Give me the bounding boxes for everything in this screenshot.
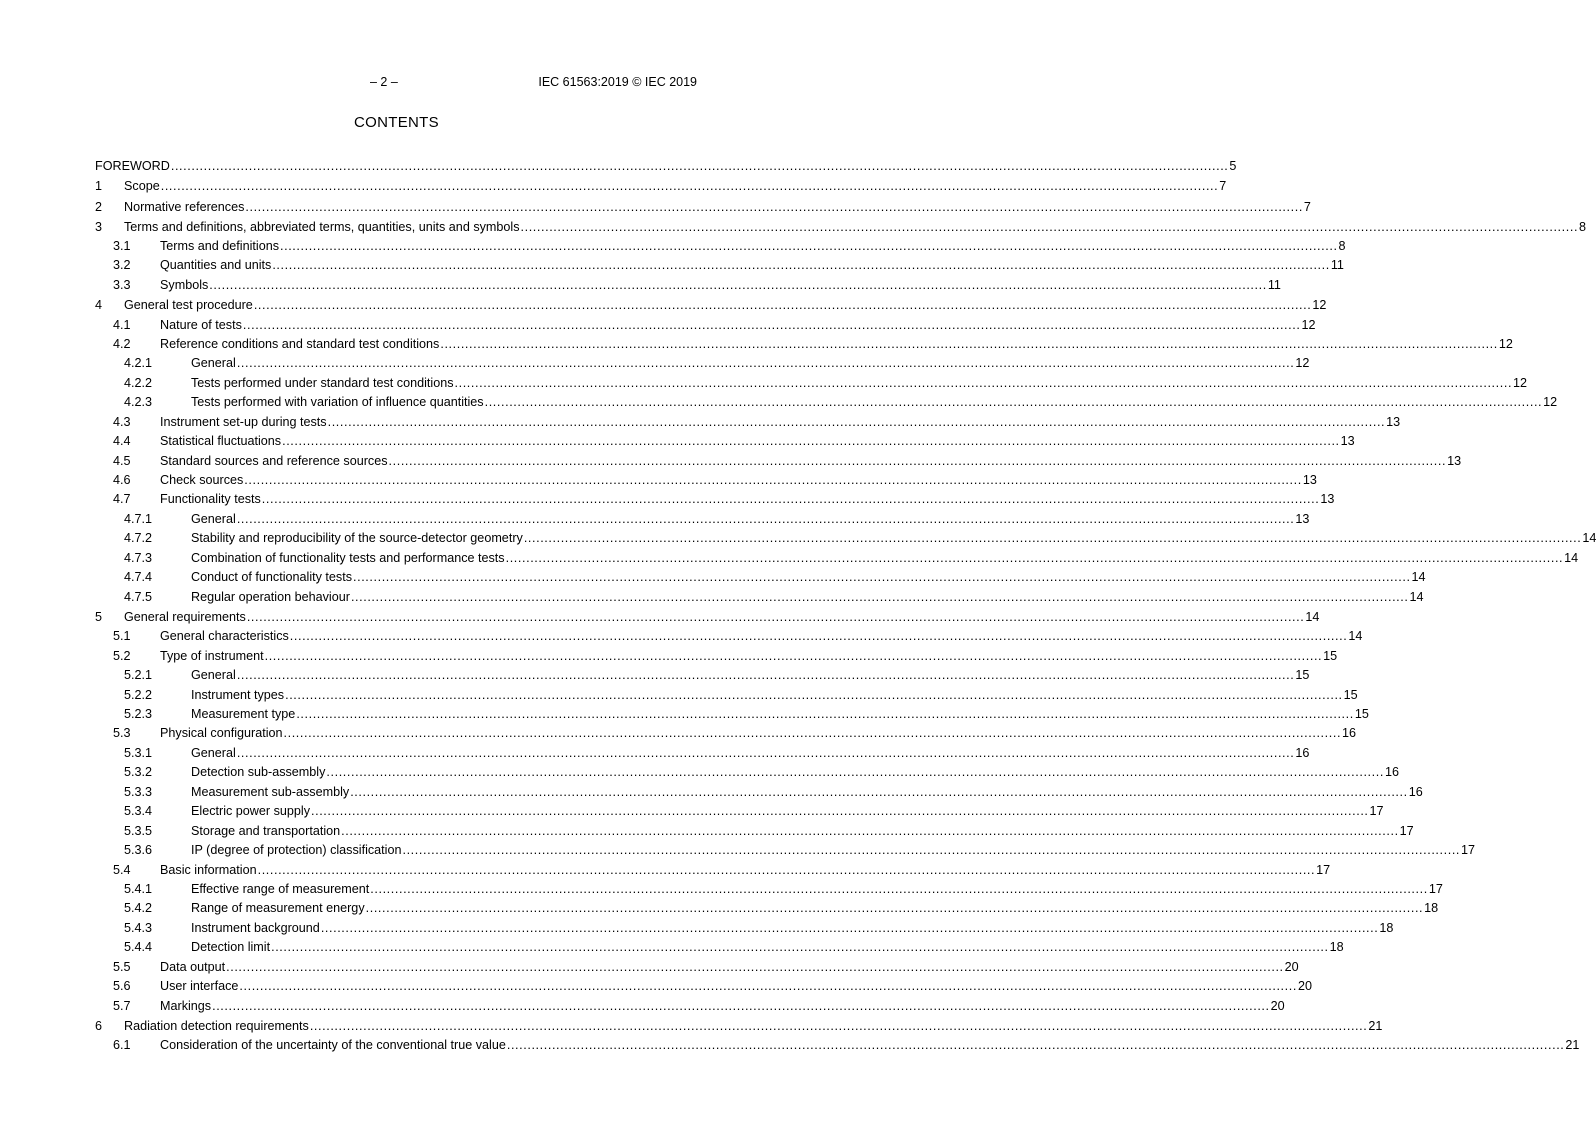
toc-entry-title: Terms and definitions, abbreviated terms, quantities, units and symbols bbox=[124, 219, 520, 234]
toc-entry-number: 4.3 bbox=[113, 414, 131, 429]
toc-entry-title: FOREWORD bbox=[95, 159, 170, 173]
toc-entry[interactable] bbox=[95, 237, 1346, 256]
toc-dot-leader bbox=[244, 471, 1302, 490]
toc-entry[interactable] bbox=[95, 977, 1312, 996]
toc-entry-number: 5.3.1 bbox=[124, 745, 153, 760]
toc-entry-title: Regular operation behaviour bbox=[191, 589, 350, 604]
toc-entry[interactable] bbox=[95, 1036, 1580, 1055]
toc-entry-title: Effective range of measurement bbox=[191, 881, 370, 896]
toc-entry[interactable] bbox=[95, 686, 1358, 705]
toc-dot-leader bbox=[350, 783, 1408, 802]
toc-dot-leader bbox=[280, 237, 1338, 256]
toc-entry-page: 20 bbox=[1270, 998, 1285, 1013]
toc-entry[interactable] bbox=[95, 256, 1344, 275]
toc-entry-number: 5.3.5 bbox=[124, 823, 153, 838]
toc-entry-page: 12 bbox=[1543, 395, 1558, 410]
toc-entry-number: 4 bbox=[95, 298, 103, 313]
toc-entry-page: 11 bbox=[1267, 277, 1281, 292]
toc-entry[interactable] bbox=[95, 880, 1443, 899]
toc-entry[interactable] bbox=[95, 958, 1299, 977]
toc-entry-number: 5.4.1 bbox=[124, 881, 153, 896]
toc-entry-number: 5.4.3 bbox=[124, 920, 153, 935]
toc-dot-leader bbox=[271, 938, 1329, 957]
toc-entry-page: 7 bbox=[1219, 179, 1227, 194]
toc-entry[interactable] bbox=[95, 919, 1394, 938]
toc-entry[interactable] bbox=[95, 157, 1237, 176]
toc-entry-title: Measurement type bbox=[191, 707, 296, 721]
toc-entry-page: 20 bbox=[1284, 959, 1299, 974]
toc-entry-number: 5.7 bbox=[113, 998, 131, 1013]
toc-entry-title: Normative references bbox=[124, 199, 245, 214]
toc-entry-title: Statistical fluctuations bbox=[160, 434, 282, 449]
toc-entry-number: 4.7.3 bbox=[124, 550, 153, 565]
toc-entry-page: 21 bbox=[1565, 1038, 1580, 1053]
toc-dot-leader bbox=[341, 822, 1399, 841]
toc-entry-number: 4.2 bbox=[113, 336, 131, 351]
toc-entry-page: 12 bbox=[1312, 298, 1327, 313]
toc-dot-leader bbox=[245, 197, 1303, 217]
toc-entry-title: Instrument set-up during tests bbox=[160, 414, 327, 429]
toc-entry-title: Physical configuration bbox=[160, 726, 283, 741]
toc-entry[interactable] bbox=[95, 588, 1424, 607]
toc-entry-title: Markings bbox=[160, 998, 212, 1013]
toc-entry[interactable] bbox=[95, 335, 1513, 354]
toc-entry-page: 14 bbox=[1582, 531, 1596, 546]
toc-dot-leader bbox=[237, 744, 1295, 763]
toc-entry-title: Symbols bbox=[160, 277, 209, 292]
toc-entry[interactable] bbox=[95, 452, 1462, 471]
toc-entry-number: 5.5 bbox=[113, 959, 131, 974]
toc-entry-page: 13 bbox=[1340, 434, 1355, 449]
toc-dot-leader bbox=[351, 588, 1409, 607]
toc-entry-title: Stability and reproducibility of the source-detector geometry bbox=[191, 531, 523, 546]
toc-dot-leader bbox=[237, 354, 1295, 373]
toc-entry-page: 14 bbox=[1564, 550, 1579, 565]
toc-entry-number: 5.4.4 bbox=[124, 940, 153, 955]
toc-entry[interactable] bbox=[95, 705, 1369, 724]
toc-entry-number: 5 bbox=[95, 610, 103, 625]
toc-entry-number: 5.4.2 bbox=[124, 901, 153, 916]
toc-entry-page: 17 bbox=[1461, 843, 1476, 858]
toc-dot-leader bbox=[262, 490, 1320, 509]
toc-dot-leader bbox=[310, 1016, 1368, 1036]
toc-entry-page: 14 bbox=[1305, 610, 1320, 625]
toc-entry-title: Detection sub-assembly bbox=[191, 765, 326, 780]
toc-entry-page: 16 bbox=[1342, 726, 1357, 741]
toc-entry-page: 8 bbox=[1338, 239, 1346, 253]
toc-entry-page: 16 bbox=[1295, 745, 1310, 760]
toc-dot-leader bbox=[290, 627, 1348, 646]
toc-entry-title: Instrument types bbox=[191, 687, 285, 702]
toc-entry-title: General bbox=[191, 745, 236, 760]
toc-entry-title: General bbox=[191, 668, 236, 683]
toc-entry-number: 3 bbox=[95, 219, 103, 234]
toc-entry-number: 5.3.6 bbox=[124, 843, 153, 858]
toc-entry-page: 18 bbox=[1329, 940, 1344, 955]
toc-entry-title: Basic information bbox=[160, 862, 257, 877]
toc-entry-title: User interface bbox=[160, 979, 239, 994]
toc-entry-title: General test procedure bbox=[124, 298, 253, 313]
toc-dot-leader bbox=[353, 568, 1411, 587]
toc-dot-leader bbox=[243, 316, 1301, 335]
toc-entry-page: 7 bbox=[1303, 199, 1311, 214]
toc-entry[interactable] bbox=[95, 997, 1285, 1016]
toc-dot-leader bbox=[212, 997, 1270, 1016]
toc-entry-number: 5.2.2 bbox=[124, 687, 153, 702]
toc-entry-title: Conduct of functionality tests bbox=[191, 570, 353, 585]
toc-entry-page: 16 bbox=[1384, 765, 1399, 780]
toc-entry-page: 21 bbox=[1368, 1019, 1383, 1033]
toc-entry-title: Consideration of the uncertainty of the conventional true value bbox=[160, 1038, 506, 1053]
toc-entry-page: 13 bbox=[1447, 453, 1462, 468]
toc-dot-leader bbox=[366, 899, 1424, 918]
toc-entry[interactable] bbox=[95, 295, 1327, 315]
toc-entry-title: Radiation detection requirements bbox=[124, 1019, 309, 1033]
toc-entry-page: 15 bbox=[1295, 668, 1310, 683]
toc-entry-page: 13 bbox=[1386, 414, 1401, 429]
page-header bbox=[0, 75, 793, 93]
toc-entry-number: 4.7.2 bbox=[124, 531, 153, 546]
toc-dot-leader bbox=[239, 977, 1297, 996]
toc-dot-leader bbox=[370, 880, 1428, 899]
toc-entry-number: 4.2.2 bbox=[124, 375, 153, 390]
toc-entry[interactable] bbox=[95, 529, 1596, 548]
toc-entry-title: Quantities and units bbox=[160, 258, 272, 273]
toc-entry[interactable] bbox=[95, 627, 1363, 646]
toc-entry-number: 3.2 bbox=[113, 258, 131, 273]
toc-entry[interactable] bbox=[95, 841, 1476, 860]
toc-entry-page: 17 bbox=[1428, 881, 1443, 896]
toc-entry-page: 13 bbox=[1320, 492, 1335, 507]
toc-entry-page: 20 bbox=[1297, 979, 1312, 994]
toc-entry-page: 17 bbox=[1316, 862, 1331, 877]
toc-entry[interactable] bbox=[95, 1016, 1383, 1036]
toc-entry[interactable] bbox=[95, 822, 1414, 841]
toc-entry[interactable] bbox=[95, 471, 1317, 490]
toc-entry-page: 15 bbox=[1354, 707, 1369, 721]
toc-entry[interactable] bbox=[95, 490, 1335, 509]
toc-dot-leader bbox=[521, 217, 1579, 237]
toc-entry[interactable] bbox=[95, 607, 1320, 627]
toc-entry-title: Storage and transportation bbox=[191, 823, 341, 838]
table-of-contents bbox=[95, 157, 1596, 1056]
toc-dot-leader bbox=[258, 861, 1316, 880]
toc-entry[interactable] bbox=[95, 744, 1310, 763]
toc-entry-title: IP (degree of protection) classification bbox=[191, 843, 402, 858]
toc-dot-leader bbox=[328, 413, 1386, 432]
toc-entry-number: 4.2.3 bbox=[124, 395, 153, 410]
toc-entry-page: 12 bbox=[1513, 375, 1528, 390]
toc-dot-leader bbox=[282, 432, 1340, 451]
toc-entry[interactable] bbox=[95, 276, 1281, 295]
toc-dot-leader bbox=[524, 529, 1582, 548]
toc-entry-title: Check sources bbox=[160, 473, 244, 487]
toc-entry-page: 12 bbox=[1301, 317, 1316, 332]
toc-entry[interactable] bbox=[95, 938, 1344, 957]
toc-dot-leader bbox=[389, 452, 1447, 471]
toc-entry-title: Scope bbox=[124, 179, 160, 194]
toc-dot-leader bbox=[326, 763, 1384, 782]
toc-entry-page: 8 bbox=[1579, 219, 1587, 234]
toc-entry-number: 5.3.3 bbox=[124, 784, 153, 799]
toc-entry-number: 5.3 bbox=[113, 726, 131, 741]
toc-entry-title: Electric power supply bbox=[191, 804, 310, 819]
toc-dot-leader bbox=[507, 1036, 1565, 1055]
toc-entry-number: 4.7.4 bbox=[124, 570, 153, 585]
toc-entry-page: 5 bbox=[1229, 159, 1237, 173]
toc-entry-number: 5.2.3 bbox=[124, 707, 153, 721]
toc-dot-leader bbox=[402, 841, 1460, 860]
toc-entry[interactable] bbox=[95, 354, 1310, 373]
toc-entry-title: Detection limit bbox=[191, 940, 271, 955]
toc-entry-page: 14 bbox=[1411, 570, 1426, 585]
toc-entry-title: Standard sources and reference sources bbox=[160, 453, 388, 468]
toc-entry-number: 5.1 bbox=[113, 629, 131, 644]
toc-entry-title: Type of instrument bbox=[160, 648, 264, 663]
toc-entry[interactable] bbox=[95, 374, 1528, 393]
toc-entry-page: 15 bbox=[1323, 648, 1338, 663]
toc-dot-leader bbox=[161, 176, 1219, 196]
toc-entry-number: 4.5 bbox=[113, 453, 131, 468]
toc-entry[interactable] bbox=[95, 393, 1558, 412]
toc-entry[interactable] bbox=[95, 176, 1227, 196]
toc-entry-title: Instrument background bbox=[191, 920, 320, 935]
toc-entry-title: Data output bbox=[160, 959, 226, 974]
toc-entry-title: Nature of tests bbox=[160, 317, 242, 332]
toc-entry-number: 4.7 bbox=[113, 492, 131, 507]
toc-entry-page: 14 bbox=[1348, 629, 1363, 644]
toc-entry[interactable] bbox=[95, 861, 1331, 880]
toc-dot-leader bbox=[209, 276, 1267, 295]
toc-entry-number: 5.2.1 bbox=[124, 668, 153, 683]
toc-dot-leader bbox=[254, 295, 1312, 315]
toc-entry-page: 18 bbox=[1424, 901, 1439, 916]
toc-entry[interactable] bbox=[95, 197, 1311, 217]
toc-entry-page: 16 bbox=[1408, 784, 1423, 799]
toc-dot-leader bbox=[272, 256, 1330, 275]
toc-dot-leader bbox=[265, 647, 1323, 666]
toc-dot-leader bbox=[284, 724, 1342, 743]
toc-entry[interactable] bbox=[95, 510, 1310, 529]
toc-dot-leader bbox=[237, 666, 1295, 685]
toc-entry-number: 5.6 bbox=[113, 979, 131, 994]
toc-entry[interactable] bbox=[95, 899, 1439, 918]
toc-entry-number: 4.7.5 bbox=[124, 589, 153, 604]
toc-entry[interactable] bbox=[95, 217, 1587, 237]
toc-entry-title: Combination of functionality tests and performance tests bbox=[191, 550, 505, 565]
toc-entry-page: 17 bbox=[1399, 823, 1414, 838]
toc-entry-page: 13 bbox=[1302, 473, 1317, 487]
standard-identifier: IEC 61563:2019 © IEC 2019 bbox=[538, 75, 697, 89]
toc-dot-leader bbox=[311, 802, 1369, 821]
toc-dot-leader bbox=[440, 335, 1498, 354]
toc-entry-title: Tests performed with variation of influence quantities bbox=[191, 395, 484, 410]
toc-entry-title: Measurement sub-assembly bbox=[191, 784, 350, 799]
toc-dot-leader bbox=[237, 510, 1295, 529]
toc-entry-title: General bbox=[191, 511, 236, 526]
toc-entry-number: 3.3 bbox=[113, 277, 131, 292]
toc-entry[interactable] bbox=[95, 316, 1316, 335]
toc-dot-leader bbox=[171, 157, 1229, 176]
toc-entry-title: General characteristics bbox=[160, 629, 289, 644]
toc-entry-title: General requirements bbox=[124, 610, 246, 625]
toc-entry-title: General bbox=[191, 356, 236, 371]
toc-entry-number: 5.3.4 bbox=[124, 804, 153, 819]
toc-entry-number: 6 bbox=[95, 1019, 103, 1033]
toc-entry-title: Reference conditions and standard test conditions bbox=[160, 336, 440, 351]
toc-entry-number: 1 bbox=[95, 179, 103, 194]
toc-entry[interactable] bbox=[95, 783, 1423, 802]
toc-entry-page: 14 bbox=[1409, 589, 1424, 604]
toc-entry-number: 4.7.1 bbox=[124, 511, 153, 526]
toc-entry-page: 12 bbox=[1295, 356, 1310, 371]
toc-entry-page: 13 bbox=[1295, 511, 1310, 526]
toc-entry[interactable] bbox=[95, 763, 1399, 782]
toc-entry-page: 18 bbox=[1379, 920, 1394, 935]
toc-dot-leader bbox=[506, 549, 1564, 568]
toc-entry-title: Range of measurement energy bbox=[191, 901, 365, 916]
toc-entry-number: 3.1 bbox=[113, 239, 131, 253]
toc-entry-number: 6.1 bbox=[113, 1038, 131, 1053]
toc-dot-leader bbox=[321, 919, 1379, 938]
toc-entry[interactable] bbox=[95, 432, 1355, 451]
toc-entry-title: Terms and definitions bbox=[160, 239, 280, 253]
toc-entry-title: Functionality tests bbox=[160, 492, 261, 507]
toc-entry[interactable] bbox=[95, 647, 1338, 666]
toc-dot-leader bbox=[485, 393, 1543, 412]
toc-entry-number: 5.3.2 bbox=[124, 765, 153, 780]
page-number: – 2 – bbox=[370, 75, 398, 89]
toc-entry[interactable] bbox=[95, 413, 1401, 432]
toc-entry[interactable] bbox=[95, 568, 1426, 587]
toc-entry-number: 4.1 bbox=[113, 317, 131, 332]
toc-entry-page: 12 bbox=[1498, 336, 1513, 351]
toc-entry-number: 4.4 bbox=[113, 434, 131, 449]
toc-entry-number: 5.2 bbox=[113, 648, 131, 663]
toc-entry-page: 17 bbox=[1369, 804, 1384, 819]
toc-entry-number: 4.6 bbox=[113, 473, 131, 487]
toc-entry-number: 2 bbox=[95, 199, 103, 214]
toc-entry[interactable] bbox=[95, 724, 1357, 743]
toc-entry[interactable] bbox=[95, 549, 1579, 568]
toc-entry-page: 11 bbox=[1330, 258, 1344, 273]
toc-entry-number: 5.4 bbox=[113, 862, 131, 877]
toc-entry[interactable] bbox=[95, 666, 1310, 685]
toc-dot-leader bbox=[226, 958, 1284, 977]
toc-entry-page: 15 bbox=[1343, 687, 1358, 702]
toc-entry-number: 4.2.1 bbox=[124, 356, 153, 371]
toc-dot-leader bbox=[285, 686, 1343, 705]
toc-entry[interactable] bbox=[95, 802, 1384, 821]
toc-dot-leader bbox=[296, 705, 1354, 724]
toc-entry-title: Tests performed under standard test conditions bbox=[191, 375, 454, 390]
toc-dot-leader bbox=[455, 374, 1513, 393]
page-title: CONTENTS bbox=[354, 114, 439, 131]
toc-dot-leader bbox=[247, 607, 1305, 627]
